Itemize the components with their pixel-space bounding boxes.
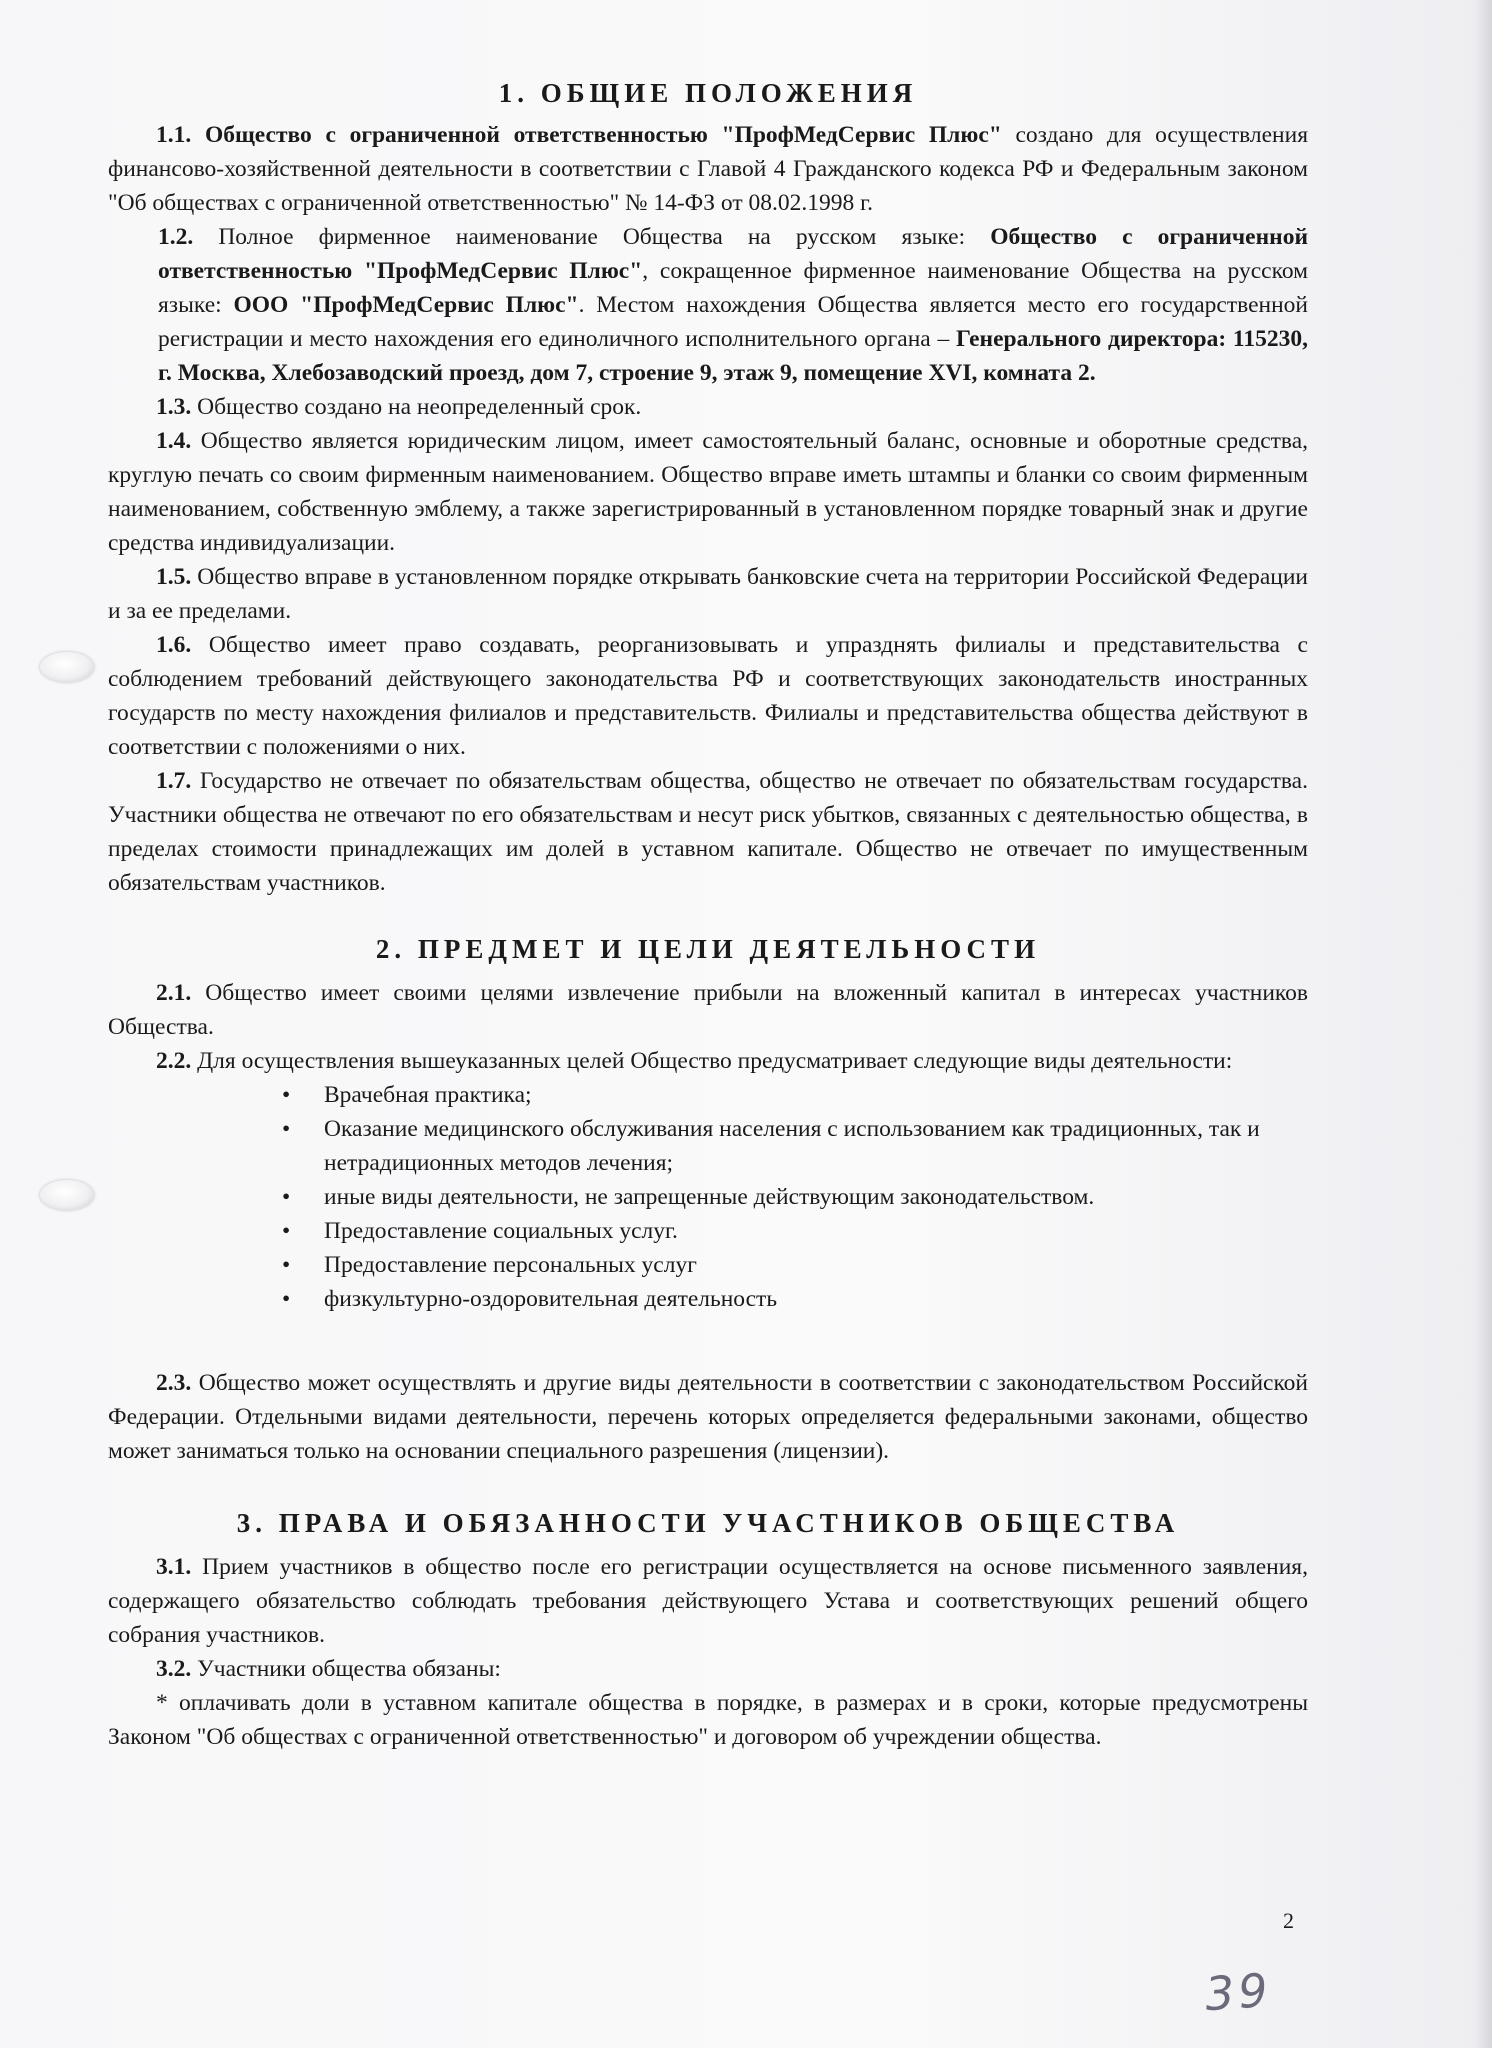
section-1-heading: 1. ОБЩИЕ ПОЛОЖЕНИЯ <box>498 78 918 108</box>
list-item: • Предоставление социальных услуг. <box>288 1214 1308 1248</box>
paragraph-3-2-item: * оплачивать доли в уставном капитале общества в порядке, в размерах и в сроки, которые предусмотрены Законом "Об обществах с ограниченной ответственностью" и договором об учреждении общества. <box>108 1690 1308 1750</box>
paragraph-3-1: 3.1. Прием участников в общество после его регистрации осуществляется на основе письменного заявления, содержащего обязательство соблюдать требования действующего Устава и соответствующих решений общего собрания участников. <box>108 1554 1308 1648</box>
paragraph-1-6: 1.6. Общество имеет право создавать, реорганизовывать и упразднять филиалы и представительства с соблюдением требований действующего законодательства РФ и соответствующих законодательств иностранных государств по месту нахождения филиалов и представительств. Филиалы и представительства общества действуют в соответствии с положениями о них. <box>108 632 1308 760</box>
paragraph-1-1: 1.1. Общество с ограниченной ответственностью "ПрофМедСервис Плюс" создано для осуществления финансово-хозяйственной деятельности в соответствии с Главой 4 Гражданского кодекса РФ и Федеральным законом "Об обществах с ограниченной ответственностью" № 14-ФЗ от 08.02.1998 г. <box>108 122 1309 216</box>
paragraph-1-5: 1.5. Общество вправе в установленном порядке открывать банковские счета на территории Российской Федерации и за ее пределами. <box>108 564 1308 624</box>
document-body <box>108 74 1308 1754</box>
list-item: • иные виды деятельности, не запрещенные действующим законодательством. <box>288 1180 1308 1214</box>
list-item: • Оказание медицинского обслуживания населения с использованием как традиционных, так и нетрадиционных методов лечения; <box>288 1112 1308 1180</box>
section-2-heading: 2. ПРЕДМЕТ И ЦЕЛИ ДЕЯТЕЛЬНОСТИ <box>375 934 1041 964</box>
punch-hole-bottom <box>40 1180 94 1210</box>
paragraph-1-7: 1.7. Государство не отвечает по обязательствам общества, общество не отвечает по обязательствам государства. Участники общества не отвечают по его обязательствам и несут риск убытков, связанных с деятельностью общества, в пределах стоимости принадлежащих им долей в уставном капитале. Общество не отвечает по имущественным обязательствам участников. <box>108 768 1308 896</box>
list-item: • Предоставление персональных услуг <box>288 1248 1308 1282</box>
handwritten-sheet-number: 39 <box>1203 1962 1274 2022</box>
paragraph-2-1: 2.1. Общество имеет своими целями извлечение прибыли на вложенный капитал в интересах участников Общества. <box>108 980 1308 1040</box>
paragraph-3-2: 3.2. Участники общества обязаны: <box>156 1656 501 1682</box>
section-3-heading: 3. ПРАВА И ОБЯЗАННОСТИ УЧАСТНИКОВ ОБЩЕСТВА <box>236 1508 1180 1538</box>
list-item: • физкультурно-оздоровительная деятельность <box>288 1282 1308 1316</box>
page-edge-shadow <box>1474 0 1492 2048</box>
paragraph-1-2: 1.2. Полное фирменное наименование Общества на русском языке: Общество с ограниченной ответственностью "ПрофМедСервис Плюс", сокращенное фирменное наименование Общества на русском языке: ООО "ПрофМедСервис Плюс". Местом нахождения Общества является место его государственной регистрации и место нахождения его единоличного исполнительного органа – Генерального директора: 115230, г. Москва, Хлебозаводский проезд, дом 7, строение 9, этаж 9, помещение XVI, комната 2. <box>158 224 1308 386</box>
paragraph-2-3: 2.3. Общество может осуществлять и другие виды деятельности в соответствии с законодательством Российской Федерации. Отдельными видами деятельности, перечень которых определяется федеральными законами, общество может заниматься только на основании специального разрешения (лицензии). <box>108 1370 1308 1464</box>
page-number: 2 <box>1283 1908 1294 1933</box>
paragraph-1-3: 1.3. Общество создано на неопределенный срок. <box>156 394 642 420</box>
list-item: • Врачебная практика; <box>288 1078 1308 1112</box>
activities-list <box>108 1078 1308 1316</box>
punch-hole-top <box>40 652 94 682</box>
paragraph-2-2: 2.2. Для осуществления вышеуказанных целей Общество предусматривает следующие виды деятельности: <box>156 1048 1233 1074</box>
paragraph-1-4: 1.4. Общество является юридическим лицом, имеет самостоятельный баланс, основные и оборотные средства, круглую печать со своим фирменным наименованием. Общество вправе иметь штампы и бланки со своим фирменным наименованием, собственную эмблему, а также зарегистрированный в установленном порядке товарный знак и другие средства индивидуализации. <box>108 428 1308 556</box>
